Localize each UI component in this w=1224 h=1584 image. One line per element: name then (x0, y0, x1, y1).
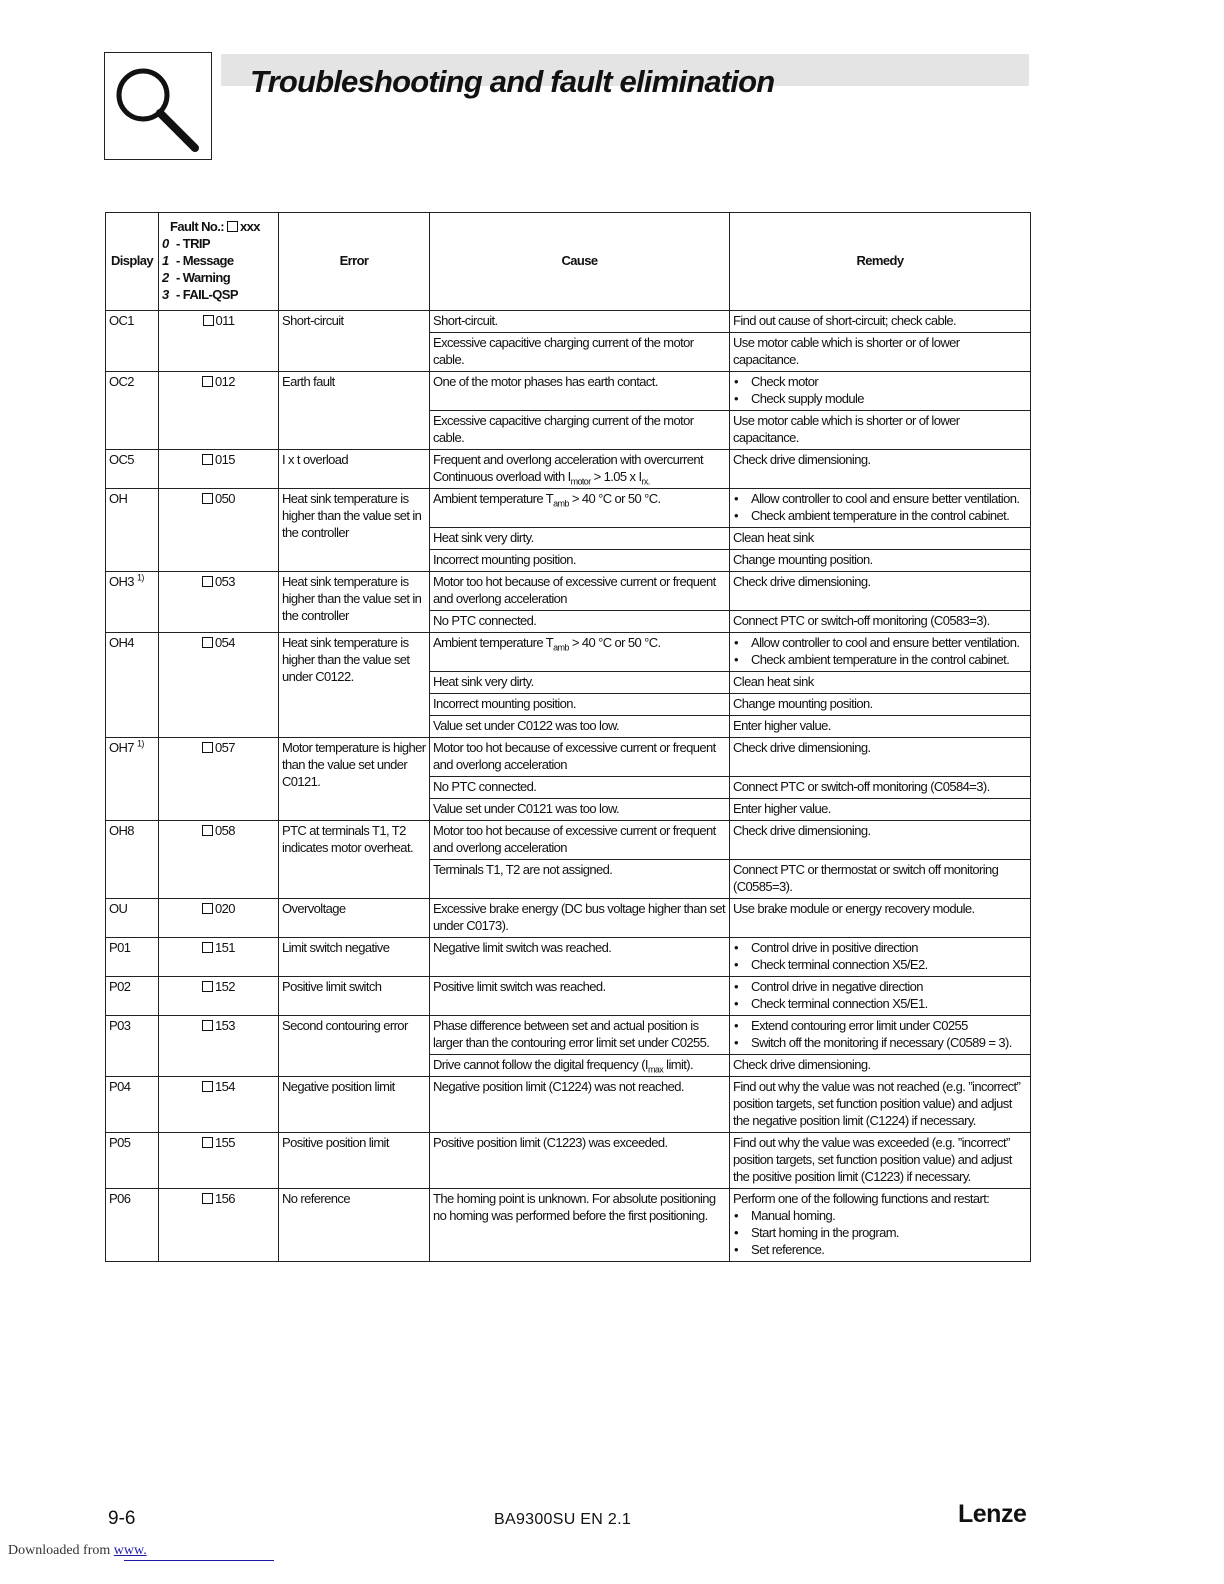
remedy-cell: Connect PTC or switch-off monitoring (C0583=3). (730, 611, 1031, 633)
error-cell: Second contouring error (279, 1016, 430, 1077)
display-code: OC2 (106, 372, 159, 450)
fault-no: 020 (159, 899, 279, 938)
remedy-cell: Check drive dimensioning. (730, 450, 1031, 489)
display-code: OH3 $^{1)}$ (106, 572, 159, 633)
table-row (106, 311, 1031, 333)
fault-no: 154 (159, 1077, 279, 1133)
error-cell: Heat sink temperature is higher than the value set under C0122. (279, 633, 430, 738)
cause-cell: Drive cannot follow the digital frequency ($I_{max}$ limit). (430, 1055, 730, 1077)
fault-no: 151 (159, 938, 279, 977)
error-cell: Heat sink temperature is higher than the value set in the controller (279, 572, 430, 633)
checkbox-icon (202, 825, 213, 836)
cause-cell: Excessive brake energy (DC bus voltage higher than set under C0173). (430, 899, 730, 938)
display-code: OH (106, 489, 159, 572)
download-link[interactable]: www. (113, 1543, 147, 1558)
remedy-cell: Check drive dimensioning. (730, 821, 1031, 860)
table-row (106, 821, 1031, 860)
remedy-cell: Find out cause of short-circuit; check cable. (730, 311, 1031, 333)
brand-logo: Lenze (958, 1500, 1027, 1528)
checkbox-icon (202, 376, 213, 387)
remedy-cell: Clean heat sink (730, 528, 1031, 550)
fault-no: 058 (159, 821, 279, 899)
remedy-cell: • Allow controller to cool and ensure better ventilation. • Check ambient temperature in the control cabinet. (730, 489, 1031, 528)
magnifier-icon (104, 52, 212, 160)
checkbox-icon (202, 903, 213, 914)
cause-cell: Terminals T1, T2 are not assigned. (430, 860, 730, 899)
checkbox-icon (202, 454, 213, 465)
col-display-header: Display (106, 213, 159, 311)
remedy-cell: • Check motor • Check supply module (730, 372, 1031, 411)
fault-no: 011 (159, 311, 279, 372)
remedy-cell: Find out why the value was exceeded (e.g. ”incorrect” position targets, set function position value) and adjust the positive position limit (C1223) if necessary. (730, 1133, 1031, 1189)
error-cell: Earth fault (279, 372, 430, 450)
cause-cell: No PTC connected. (430, 777, 730, 799)
error-cell: Heat sink temperature is higher than the value set in the controller (279, 489, 430, 572)
download-note: Downloaded from www. (8, 1543, 147, 1559)
error-cell: Motor temperature is higher than the value set under C0121. (279, 738, 430, 821)
remedy-cell: Use brake module or energy recovery module. (730, 899, 1031, 938)
table-row (106, 1016, 1031, 1055)
table-row (106, 938, 1031, 977)
cause-cell: No PTC connected. (430, 611, 730, 633)
remedy-cell: Change mounting position. (730, 694, 1031, 716)
checkbox-icon (202, 742, 213, 753)
fault-no: 015 (159, 450, 279, 489)
display-code: P06 (106, 1189, 159, 1262)
error-cell: Overvoltage (279, 899, 430, 938)
checkbox-icon (202, 942, 213, 953)
fault-no: 053 (159, 572, 279, 633)
cause-cell: Value set under C0122 was too low. (430, 716, 730, 738)
remedy-cell: • Control drive in positive direction • Check terminal connection X5/E2. (730, 938, 1031, 977)
page-title: Troubleshooting and fault elimination (250, 64, 775, 99)
page-number: 9-6 (108, 1508, 136, 1529)
table-row (106, 372, 1031, 411)
cause-cell: Excessive capacitive charging current of the motor cable. (430, 333, 730, 372)
display-code: P02 (106, 977, 159, 1016)
display-code: OC1 (106, 311, 159, 372)
cause-cell: Value set under C0121 was too low. (430, 799, 730, 821)
fault-table (105, 212, 1031, 1262)
error-cell: No reference (279, 1189, 430, 1262)
fault-no: 057 (159, 738, 279, 821)
table-row (106, 1189, 1031, 1262)
display-code: P04 (106, 1077, 159, 1133)
checkbox-icon (202, 1193, 213, 1204)
checkbox-icon (203, 315, 214, 326)
cause-cell: Short-circuit. (430, 311, 730, 333)
cause-cell: Motor too hot because of excessive current or frequent and overlong acceleration (430, 738, 730, 777)
cause-cell: Frequent and overlong acceleration with overcurrent Continuous overload with $I_{motor} > 1.05$ x $I_{rx.}$ (430, 450, 730, 489)
display-code: P05 (106, 1133, 159, 1189)
display-code: OU (106, 899, 159, 938)
remedy-cell: Check drive dimensioning. (730, 572, 1031, 611)
table-row (106, 489, 1031, 528)
col-error-header: Error (279, 213, 430, 311)
cause-cell: Ambient temperature $T_{amb} > 40$ °C or 50 °C. (430, 489, 730, 528)
cause-cell: One of the motor phases has earth contact. (430, 372, 730, 411)
fault-no: 155 (159, 1133, 279, 1189)
remedy-cell: Connect PTC or switch-off monitoring (C0584=3). (730, 777, 1031, 799)
fault-no: 153 (159, 1016, 279, 1077)
checkbox-icon (202, 637, 213, 648)
table-row (106, 738, 1031, 777)
table-row (106, 572, 1031, 611)
cause-cell: The homing point is unknown. For absolute positioning no homing was performed before the first positioning. (430, 1189, 730, 1262)
col-fault-no-header: Fault No.: xxx 0 - TRIP 1 - Message 2 - Warning 3 - FAIL-QSP (159, 213, 279, 311)
cause-cell: Motor too hot because of excessive current or frequent and overlong acceleration (430, 821, 730, 860)
col-cause-header: Cause (430, 213, 730, 311)
remedy-cell: Clean heat sink (730, 672, 1031, 694)
display-code: OH7 $^{1)}$ (106, 738, 159, 821)
error-cell: Positive position limit (279, 1133, 430, 1189)
display-code: OC5 (106, 450, 159, 489)
fault-no: 152 (159, 977, 279, 1016)
remedy-cell: Change mounting position. (730, 550, 1031, 572)
remedy-cell: Check drive dimensioning. (730, 738, 1031, 777)
remedy-cell: Use motor cable which is shorter or of lower capacitance. (730, 411, 1031, 450)
remedy-cell: • Allow controller to cool and ensure better ventilation. • Check ambient temperature in the control cabinet. (730, 633, 1031, 672)
remedy-cell: Use motor cable which is shorter or of lower capacitance. (730, 333, 1031, 372)
remedy-cell: Find out why the value was not reached (e.g. ”incorrect” position targets, set function position value) and adjust the negative position limit (C1224) if necessary. (730, 1077, 1031, 1133)
table-row (106, 1133, 1031, 1189)
document-id: BA9300SU EN 2.1 (494, 1511, 632, 1528)
display-code: P01 (106, 938, 159, 977)
remedy-cell: Perform one of the following functions and restart: • Manual homing. • Start homing in the program. • Set reference. (730, 1189, 1031, 1262)
remedy-cell: • Control drive in negative direction • Check terminal connection X5/E1. (730, 977, 1031, 1016)
error-cell: PTC at terminals T1, T2 indicates motor overheat. (279, 821, 430, 899)
table-row (106, 450, 1031, 489)
remedy-cell: Enter higher value. (730, 716, 1031, 738)
link-underline (124, 1560, 274, 1561)
display-code: OH4 (106, 633, 159, 738)
error-cell: Short-circuit (279, 311, 430, 372)
cause-cell: Positive limit switch was reached. (430, 977, 730, 1016)
cause-cell: Heat sink very dirty. (430, 672, 730, 694)
display-code: OH8 (106, 821, 159, 899)
table-row (106, 1077, 1031, 1133)
checkbox-icon (202, 1137, 213, 1148)
checkbox-icon (202, 576, 213, 587)
cause-cell: Heat sink very dirty. (430, 528, 730, 550)
col-remedy-header: Remedy (730, 213, 1031, 311)
checkbox-icon (202, 981, 213, 992)
table-row (106, 977, 1031, 1016)
cause-cell: Ambient temperature $T_{amb} > 40$ °C or 50 °C. (430, 633, 730, 672)
checkbox-icon (202, 1081, 213, 1092)
fault-no: 156 (159, 1189, 279, 1262)
fault-no: 054 (159, 633, 279, 738)
remedy-cell: Connect PTC or thermostat or switch off monitoring (C0585=3). (730, 860, 1031, 899)
cause-cell: Negative limit switch was reached. (430, 938, 730, 977)
cause-cell: Phase difference between set and actual position is larger than the contouring error limit set under C0255. (430, 1016, 730, 1055)
cause-cell: Positive position limit (C1223) was exceeded. (430, 1133, 730, 1189)
cause-cell: Incorrect mounting position. (430, 550, 730, 572)
error-cell: I x t overload (279, 450, 430, 489)
cause-cell: Negative position limit (C1224) was not reached. (430, 1077, 730, 1133)
checkbox-icon (227, 221, 238, 232)
table-header-row (106, 213, 1031, 311)
remedy-cell: Enter higher value. (730, 799, 1031, 821)
fault-no: 050 (159, 489, 279, 572)
error-cell: Limit switch negative (279, 938, 430, 977)
display-code: P03 (106, 1016, 159, 1077)
remedy-cell: Check drive dimensioning. (730, 1055, 1031, 1077)
table-row (106, 899, 1031, 938)
error-cell: Positive limit switch (279, 977, 430, 1016)
error-cell: Negative position limit (279, 1077, 430, 1133)
fault-no: 012 (159, 372, 279, 450)
remedy-cell: • Extend contouring error limit under C0255 • Switch off the monitoring if necessary (C0589 = 3). (730, 1016, 1031, 1055)
cause-cell: Excessive capacitive charging current of the motor cable. (430, 411, 730, 450)
checkbox-icon (202, 1020, 213, 1031)
table-row (106, 633, 1031, 672)
cause-cell: Motor too hot because of excessive current or frequent and overlong acceleration (430, 572, 730, 611)
cause-cell: Incorrect mounting position. (430, 694, 730, 716)
checkbox-icon (202, 493, 213, 504)
